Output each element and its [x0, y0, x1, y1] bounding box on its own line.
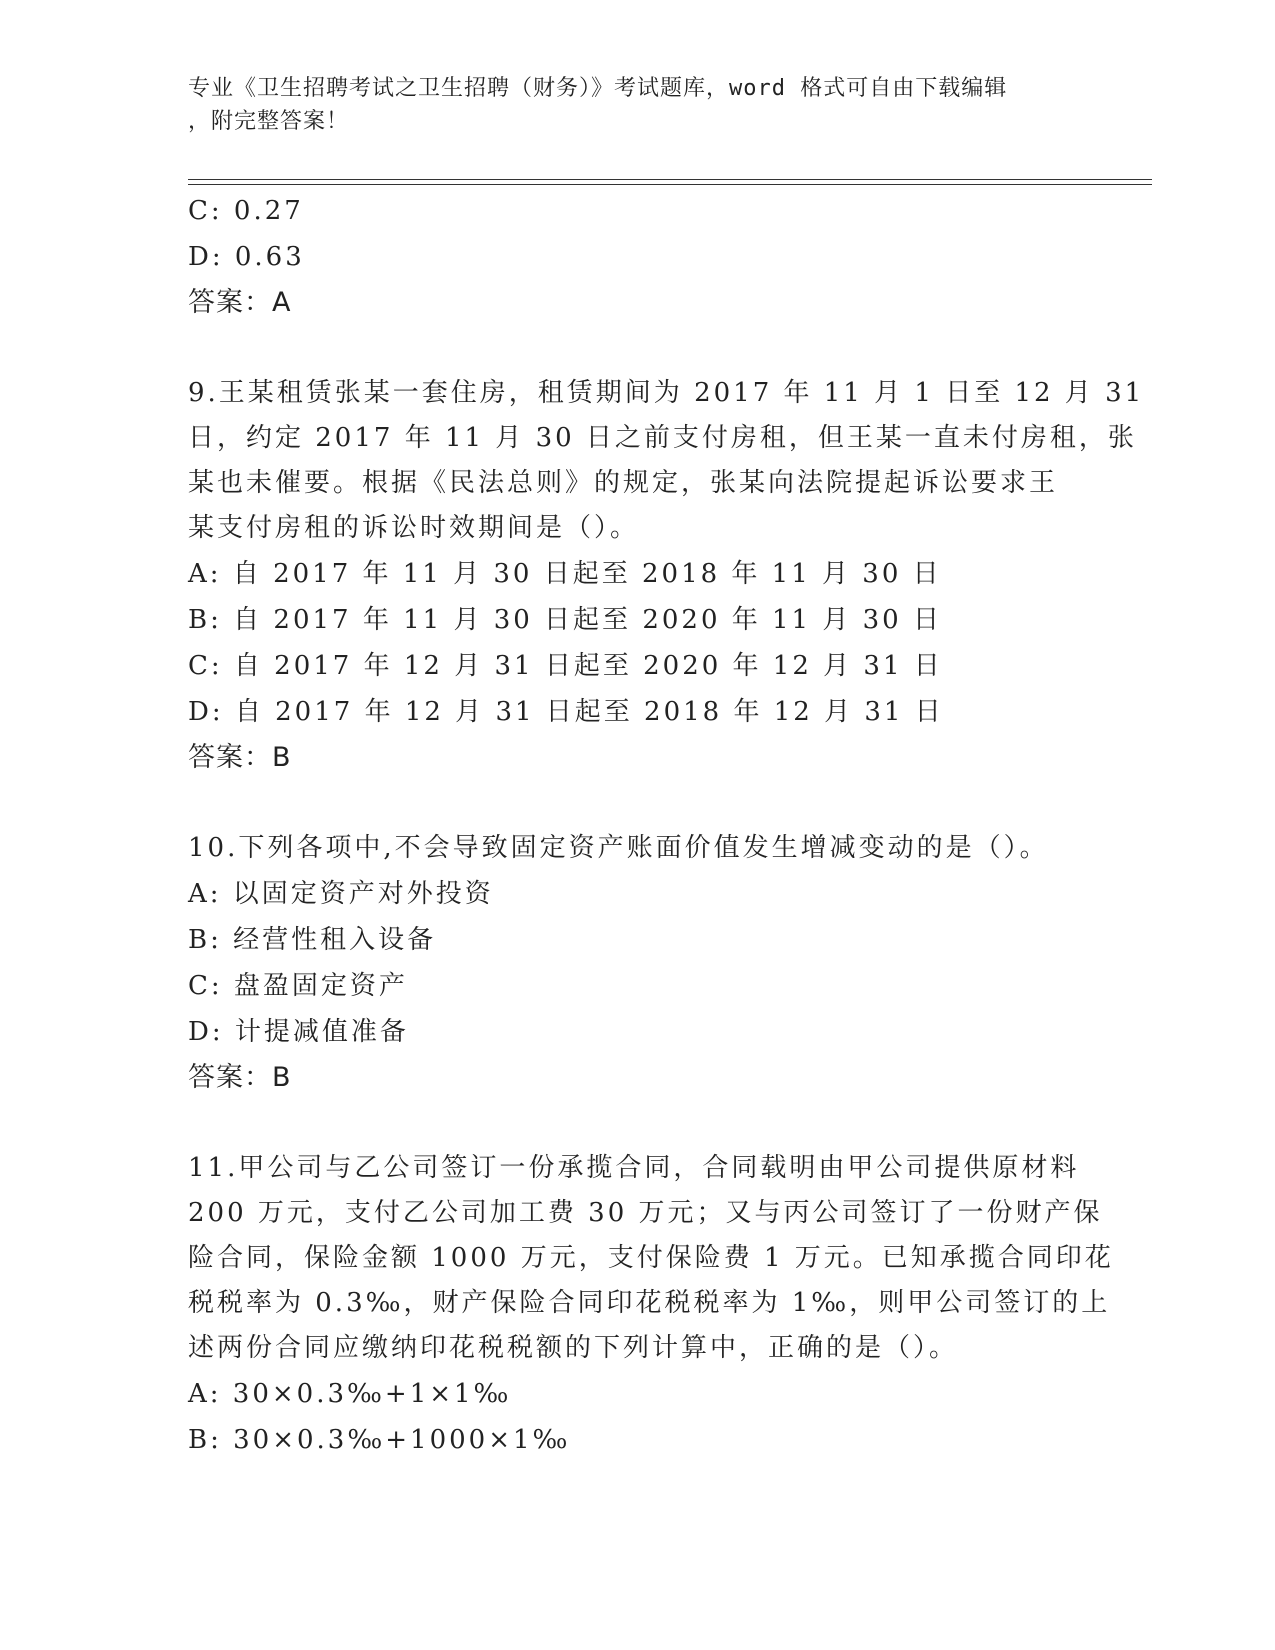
header-line-1: 专业《卫生招聘考试之卫生招聘（财务）》考试题库，word 格式可自由下载编辑	[188, 76, 1008, 101]
question-11	[188, 1146, 1114, 1463]
option-c: C: 自 2017 年 12 月 31 日起至 2020 年 12 月 31 日	[188, 651, 943, 681]
answer-label: 答案：B	[188, 742, 292, 773]
question-text: 税税率为 0.3‰，财产保险合同印花税税率为 1‰，则甲公司签订的上	[188, 1288, 1111, 1318]
question-text: 某也未催要。根据《民法总则》的规定，张某向法院提起诉讼要求王	[188, 468, 1059, 498]
answer-label: 答案：B	[188, 1062, 292, 1093]
header-divider-bottom	[188, 184, 1152, 185]
answer-label: 答案：A	[188, 287, 292, 318]
option-d: D: 自 2017 年 12 月 31 日起至 2018 年 12 月 31 日	[188, 697, 944, 727]
option-a: A: 以固定资产对外投资	[188, 879, 494, 909]
option-d: D: 计提减值准备	[188, 1017, 409, 1047]
question-text: 10.下列各项中,不会导致固定资产账面价值发生增减变动的是（）。	[188, 833, 1049, 863]
question-10	[188, 826, 1088, 1101]
option-d: D: 0.63	[188, 242, 305, 272]
question-text: 日，约定 2017 年 11 月 30 日之前支付房租，但王某一直未付房租，张	[188, 423, 1137, 453]
question-text: 9.王某租赁张某一套住房，租赁期间为 2017 年 11 月 1 日至 12 月 31	[188, 378, 1145, 408]
spacer	[188, 781, 1088, 826]
option-b: B: 30×0.3‰+1000×1‰	[188, 1425, 571, 1455]
option-a: A: 30×0.3‰+1×1‰	[188, 1379, 512, 1409]
question-text: 某支付房租的诉讼时效期间是（）。	[188, 513, 640, 543]
option-a: A: 自 2017 年 11 月 30 日起至 2018 年 11 月 30 日	[188, 559, 942, 589]
document-body	[188, 188, 1145, 1463]
spacer	[188, 1101, 1088, 1146]
option-b: B: 自 2017 年 11 月 30 日起至 2020 年 11 月 30 日	[188, 605, 942, 635]
header-divider-top	[188, 179, 1152, 180]
question-9	[188, 371, 1145, 781]
question-text: 200 万元，支付乙公司加工费 30 万元；又与丙公司签订了一份财产保	[188, 1198, 1103, 1228]
question-text: 11.甲公司与乙公司签订一份承揽合同，合同载明由甲公司提供原材料	[188, 1153, 1080, 1183]
document-header	[188, 72, 1068, 138]
option-c: C: 0.27	[188, 196, 304, 226]
header-line-2: ，附完整答案！	[188, 109, 350, 134]
option-b: B: 经营性租入设备	[188, 925, 437, 955]
question-8	[188, 188, 1088, 326]
question-text: 述两份合同应缴纳印花税税额的下列计算中，正确的是（）。	[188, 1333, 959, 1363]
spacer	[188, 326, 1088, 371]
option-c: C: 盘盈固定资产	[188, 971, 408, 1001]
question-text: 险合同，保险金额 1000 万元，支付保险费 1 万元。已知承揽合同印花	[188, 1243, 1114, 1273]
